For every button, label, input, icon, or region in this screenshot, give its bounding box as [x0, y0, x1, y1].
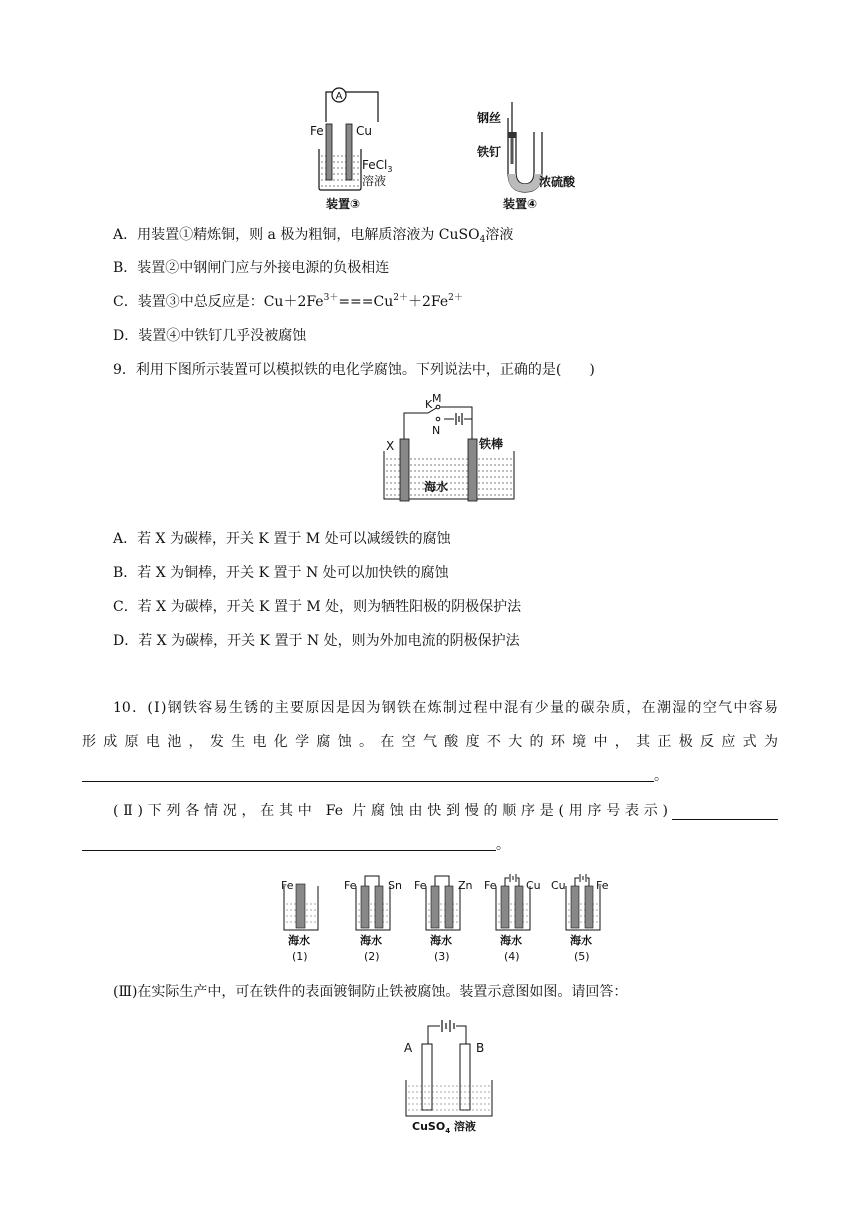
- q9-option-a: A．若 X 为碳棒，开关 K 置于 M 处可以减缓铁的腐蚀: [113, 531, 451, 547]
- switch-m-label: M: [432, 393, 442, 405]
- nail-label: 铁钉: [477, 145, 502, 159]
- svg-text:Zn: Zn: [458, 879, 473, 892]
- seawater-label: 海水: [424, 480, 449, 494]
- iron-rod-label: 铁棒: [479, 437, 504, 451]
- q10-part1-line2: 形成原电池，发生电化学腐蚀。在空气酸度不大的环境中，其正极反应式为: [82, 734, 778, 750]
- q10-part2-answer: 。: [82, 835, 510, 855]
- q8-option-a: A．用装置①精炼铜，则 a 极为粗铜，电解质溶液为 CuSO$_4$溶液: [113, 227, 514, 245]
- q9-figure: [380, 393, 520, 503]
- q9-option-b: B．若 X 为铜棒，开关 K 置于 N 处可以加快铁的腐蚀: [113, 565, 449, 581]
- fe-label: Fe: [310, 124, 324, 138]
- beaker-1: [281, 879, 318, 963]
- svg-text:(4): (4): [504, 950, 520, 963]
- ammeter-label: A: [335, 91, 343, 102]
- q9-option-c: C．若 X 为碳棒，开关 K 置于 M 处，则为牺牲阳极的阴极保护法: [113, 599, 522, 615]
- svg-text:(3): (3): [434, 950, 450, 963]
- device3-figure: [300, 84, 400, 214]
- answer-blank-2b[interactable]: [82, 836, 496, 851]
- electrode-a-label: A: [404, 1041, 413, 1055]
- battery-symbol: [456, 413, 462, 425]
- svg-text:海水: 海水: [500, 934, 522, 947]
- plating-cell-figure: [400, 1012, 500, 1136]
- electrode-b-label: B: [476, 1041, 485, 1055]
- q10-part1-answer: 。: [82, 766, 668, 786]
- svg-text:Fe: Fe: [596, 879, 609, 892]
- q10-part2-line1: (Ⅱ)下列各情况，在其中 Fe 片腐蚀由快到慢的顺序是(用序号表示): [113, 803, 668, 819]
- device3-caption: 装置③: [326, 197, 361, 211]
- beaker-5: [551, 874, 609, 963]
- solution-label-2: 溶液: [362, 174, 387, 188]
- acid-label: 浓硫酸: [539, 175, 576, 189]
- switch-n-label: N: [432, 424, 441, 437]
- svg-text:海水: 海水: [570, 934, 592, 947]
- svg-text:Fe: Fe: [281, 879, 294, 892]
- beaker-3: [414, 876, 473, 963]
- device4-figure: [475, 102, 595, 214]
- cu-label: Cu: [356, 124, 372, 138]
- cuso4-solution-label: CuSO$_4$ 溶液: [412, 1120, 476, 1135]
- x-label: X: [386, 439, 395, 453]
- q9-stem: 9．利用下图所示装置可以模拟铁的电化学腐蚀。下列说法中，正确的是( ): [113, 362, 595, 378]
- stopper: [508, 132, 516, 138]
- beaker-4: [484, 874, 541, 963]
- q10-part3: (Ⅲ)在实际生产中，可在铁件的表面镀铜防止铁被腐蚀。装置示意图如图。请回答：: [113, 984, 628, 1000]
- svg-text:(2): (2): [364, 950, 380, 963]
- fe-electrode: [326, 124, 332, 180]
- answer-blank-2a[interactable]: [672, 805, 778, 820]
- svg-text:(5): (5): [574, 950, 590, 963]
- iron-rod: [468, 439, 477, 501]
- svg-text:海水: 海水: [360, 934, 382, 947]
- q10-part1-line1: 10．(Ⅰ)钢铁容易生锈的主要原因是因为钢铁在炼制过程中混有少量的碳杂质，在潮湿的空气中容易: [113, 700, 778, 716]
- beaker-2: [344, 876, 402, 963]
- svg-text:Cu: Cu: [526, 879, 541, 892]
- power-source: [442, 1020, 454, 1032]
- svg-text:Sn: Sn: [388, 879, 402, 892]
- x-electrode: [400, 439, 409, 501]
- q8-option-b: B．装置②中钢闸门应与外接电源的负极相连: [113, 260, 390, 276]
- five-beakers-figure: [278, 872, 618, 967]
- solution-label: FeCl$_3$: [362, 158, 393, 174]
- svg-text:Fe: Fe: [484, 879, 497, 892]
- svg-text:(1): (1): [292, 950, 308, 963]
- svg-text:Fe: Fe: [414, 879, 427, 892]
- q8-option-d: D．装置④中铁钉几乎没被腐蚀: [113, 328, 307, 344]
- svg-text:海水: 海水: [430, 934, 452, 947]
- device4-caption: 装置④: [503, 197, 538, 211]
- cu-electrode: [346, 124, 352, 180]
- switch-k-label: K: [425, 398, 433, 411]
- answer-blank-1[interactable]: [82, 767, 654, 782]
- svg-text:Cu: Cu: [551, 879, 566, 892]
- svg-text:海水: 海水: [288, 934, 310, 947]
- svg-text:Fe: Fe: [344, 879, 357, 892]
- q9-option-d: D．若 X 为碳棒，开关 K 置于 N 处，则为外加电流的阴极保护法: [113, 633, 520, 649]
- wire-label: 钢丝: [477, 111, 502, 125]
- q8-option-c: C．装置③中总反应是：$Cu+2Fe^{3+}===Cu^{2+}+2Fe^{2+}$: [113, 293, 463, 310]
